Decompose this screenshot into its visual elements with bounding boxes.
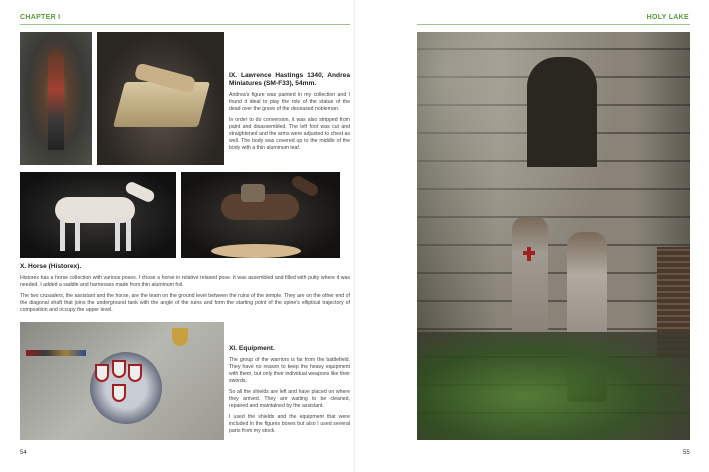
- chapter-header: CHAPTER I: [20, 14, 61, 21]
- section-xi-paragraph: So all the shields are left and have placed on where they arrived. They are waiting to be cleaned, repaired and maintained by the assistant.: [229, 389, 350, 409]
- section-x-paragraph: Historex has a horse collection with various poses. I chose a horse in relative relaxed pose. It was assembled and filled with putty where it was needed. I added a saddle and harnesses made from thin aluminum foil.: [20, 275, 350, 288]
- section-x: [20, 263, 350, 318]
- gutter: [354, 0, 356, 472]
- photo-diorama-crusaders: [417, 32, 690, 440]
- section-ix: [229, 72, 350, 156]
- section-ix-paragraph: Andrea's figure was painted in my collection and I found it ideal to play the role of the statue of the dead over the grave of the deceased nobleman.: [229, 92, 350, 112]
- section-xi-paragraph: I used the shields and the equipment that were included in the figures boxes but also I used several parts from my stock.: [229, 414, 350, 434]
- photo-tomb-statue: [97, 32, 224, 165]
- header-rule: [417, 24, 690, 25]
- photo-white-horse: [20, 172, 176, 258]
- header-rule: [20, 24, 350, 25]
- section-x-title: X. Horse (Historex).: [20, 263, 82, 270]
- section-x-paragraph: The two crusaders, the assistant and the horse, are the team on the ground level between the ruins of the temple. They are on the other end of the diagonal shaft that joins the underground tank with the angle of the ruins and form the starting point of the spine's elliptical trajectory of composition and occupy the upper level.: [20, 293, 350, 313]
- page-number-left: 54: [20, 450, 27, 456]
- section-ix-title: IX. Lawrence Hastings 1340, Andrea Miniatures (SM-F33), 54mm.: [229, 72, 350, 87]
- section-ix-paragraph: In order to do conversion, it was also stripped from paint and disassembled. The left foot was cut and straightened and the arms were adjusted to chest as well. The body was covered up to the middle of the body with a thin aluminum leaf.: [229, 117, 350, 151]
- page-number-right: 55: [683, 450, 690, 456]
- section-xi: [229, 345, 350, 439]
- photo-painted-horse: [181, 172, 340, 258]
- section-xi-paragraph: The group of the warriors is far from the battlefield. They have no reason to keep the heavy equipment with them, but only their individual weapons like their swords.: [229, 357, 350, 384]
- photo-shields-equipment: [20, 322, 224, 440]
- photo-knight-figure: [20, 32, 92, 165]
- section-xi-title: XI. Equipment.: [229, 345, 275, 352]
- book-title-header: HOLY LAKE: [646, 14, 689, 21]
